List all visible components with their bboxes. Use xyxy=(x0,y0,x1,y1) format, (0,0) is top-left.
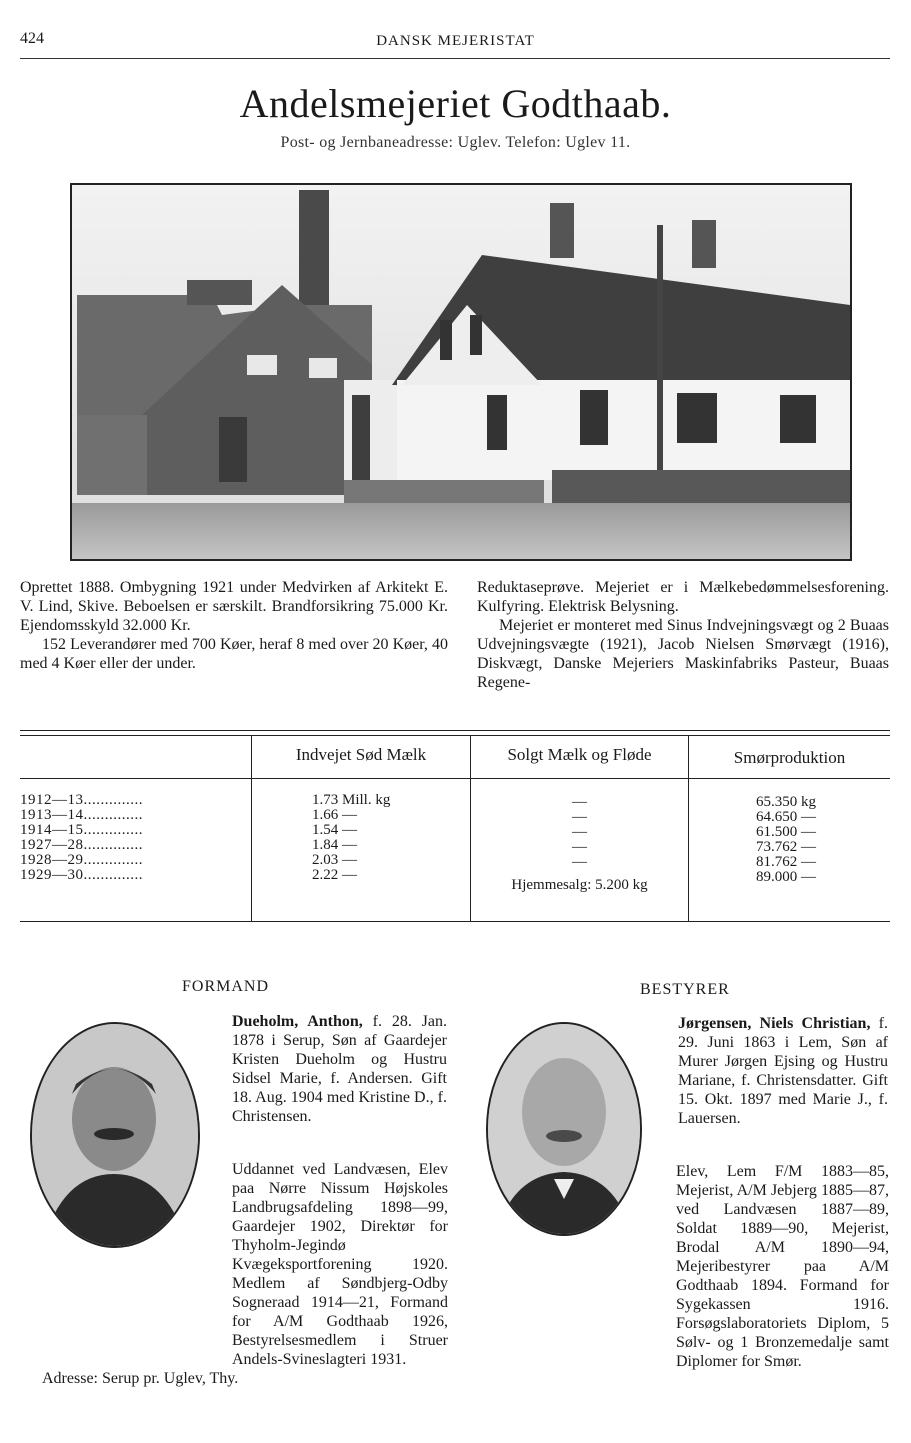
table-cell: 2.22 — xyxy=(312,867,357,883)
butter-column xyxy=(756,795,886,885)
table-cell: 1914—15.............. xyxy=(20,822,143,838)
formand-bio-text: Uddannet ved Landvæsen, Elev paa Nørre Nissum Højskoles Landbrugsafdeling 1898—99, Gaardejer 1902, Direktør for Thyholm-Jegindø Kvægeksportforening 1920. Medlem af Søndbjerg-Odby Sogneraad 1914—21, Formand for A/M Godthaab 1926, Bestyrelsesmedlem i Struer Andels-Svineslagteri 1931. xyxy=(232,1161,448,1368)
table-cell: 1929—30.............. xyxy=(20,867,143,883)
formand-address: Adresse: Serup pr. Uglev, Thy. xyxy=(42,1370,239,1387)
formand-bio-top xyxy=(232,1012,447,1126)
table-cell: 1927—28.............. xyxy=(20,837,143,853)
intro-paragraph: Mejeriet er monteret med Sinus Indvejningsvægt og 2 Buaas Udvejningsvægte (1921), Jacob Nielsen Smørvægt (1916), Diskvægt, Danske Mejeriers Maskinfabriks Pasteur, Buaas Regene- xyxy=(477,617,889,691)
intro-paragraph: Reduktaseprøve. Mejeriet er i Mælkebedømmelsesforening. Kulfyring. Elektrisk Belysning. xyxy=(477,579,889,615)
running-title: DANSK MEJERISTAT xyxy=(376,33,535,49)
table-cell: 61.500 — xyxy=(756,824,816,840)
table-cell: 64.650 — xyxy=(756,809,816,825)
intro-left-column xyxy=(20,578,448,673)
table-cell: 73.762 — xyxy=(756,839,816,855)
table-rule xyxy=(20,921,890,922)
table-cell: 65.350 kg xyxy=(756,794,816,810)
table-cell: 1912—13.............. xyxy=(20,792,143,808)
intro-paragraph: Oprettet 1888. Ombygning 1921 under Medvirken af Arkitekt E. V. Lind, Skive. Beboelsen er særskilt. Brandforsikring 75.000 Kr. Ejendomsskyld 32.000 Kr. xyxy=(20,579,448,634)
formand-heading: FORMAND xyxy=(182,978,270,995)
table-header: Indvejet Sød Mælk xyxy=(295,745,427,764)
page-title: Andelsmejeriet Godthaab. xyxy=(239,81,672,126)
bestyrer-heading: BESTYRER xyxy=(640,981,730,998)
page-subtitle: Post- og Jernbaneadresse: Uglev. Telefon: Uglev 11. xyxy=(280,134,631,151)
table-cell: 1913—14.............. xyxy=(20,807,143,823)
dairy-illustration xyxy=(72,185,850,559)
sold-column xyxy=(471,795,688,893)
table-cell: — xyxy=(572,809,587,825)
table-cell: 1.73 Mill. kg xyxy=(312,792,391,808)
table-header: Smørproduktion xyxy=(733,748,846,767)
page-number: 424 xyxy=(20,30,44,47)
table-cell: 81.762 — xyxy=(756,854,816,870)
table-cell: 1.66 — xyxy=(312,807,357,823)
dairy-photo xyxy=(70,183,852,561)
table-cell: — xyxy=(572,794,587,810)
table-cell: 89.000 — xyxy=(756,869,816,885)
bestyrer-bio-bottom xyxy=(477,1162,889,1371)
table-cell: — xyxy=(572,824,587,840)
bestyrer-bio-top xyxy=(678,1014,888,1128)
table-cell: Hjemmesalg: 5.200 kg xyxy=(511,877,648,893)
table-cell: — xyxy=(572,854,587,870)
formand-bio-text: f. 28. Jan. 1878 i Serup, Søn af Gaardejer Kristen Dueholm og Hustru Sidsel Marie, f. Andersen. Gift 18. Aug. 1904 med Kristine D., f. Christensen. xyxy=(232,1013,448,1125)
table-cell: 2.03 — xyxy=(312,852,357,868)
bestyrer-name: Jørgensen, Niels Christian, xyxy=(678,1015,871,1032)
formand-name: Dueholm, Anthon, xyxy=(232,1013,363,1030)
bestyrer-bio-text: Elev, Lem F/M 1883—85, Mejerist, A/M Jebjerg 1885—87, ved Landvæsen 1887—89, Soldat 1889—90, Mejerist, Brodal A/M 1890—94, Mejeribestyrer paa A/M Godthaab 1894. Formand for Sygekassen 1916. Forsøgslaboratoriets Diplom, 5 Sølv- og 1 Bronzemedalje samt Diplomer for Smør. xyxy=(676,1163,889,1370)
milk-column xyxy=(312,793,462,883)
intro-right-column xyxy=(477,578,889,692)
table-rule xyxy=(20,778,890,779)
intro-paragraph: 152 Leverandører med 700 Køer, heraf 8 med over 20 Køer, 40 med 4 Køer eller der under. xyxy=(20,636,448,672)
bestyrer-bio-text: f. 29. Juni 1863 i Lem, Søn af Murer Jørgen Ejsing og Hustru Mariane, f. Christensdatter. Gift 15. Okt. 1897 med Marie J., f. Lauersen. xyxy=(678,1015,889,1127)
formand-bio-bottom xyxy=(20,1160,448,1388)
table-cell: 1.84 — xyxy=(312,837,357,853)
table-cell: 1928—29.............. xyxy=(20,852,143,868)
table-rule xyxy=(20,735,890,736)
header-rule xyxy=(20,58,890,59)
table-cell: 1.54 — xyxy=(312,822,357,838)
table-rule xyxy=(20,730,890,731)
table-header: Solgt Mælk og Fløde xyxy=(507,745,652,764)
year-column xyxy=(20,793,245,883)
table-cell: — xyxy=(572,839,587,855)
